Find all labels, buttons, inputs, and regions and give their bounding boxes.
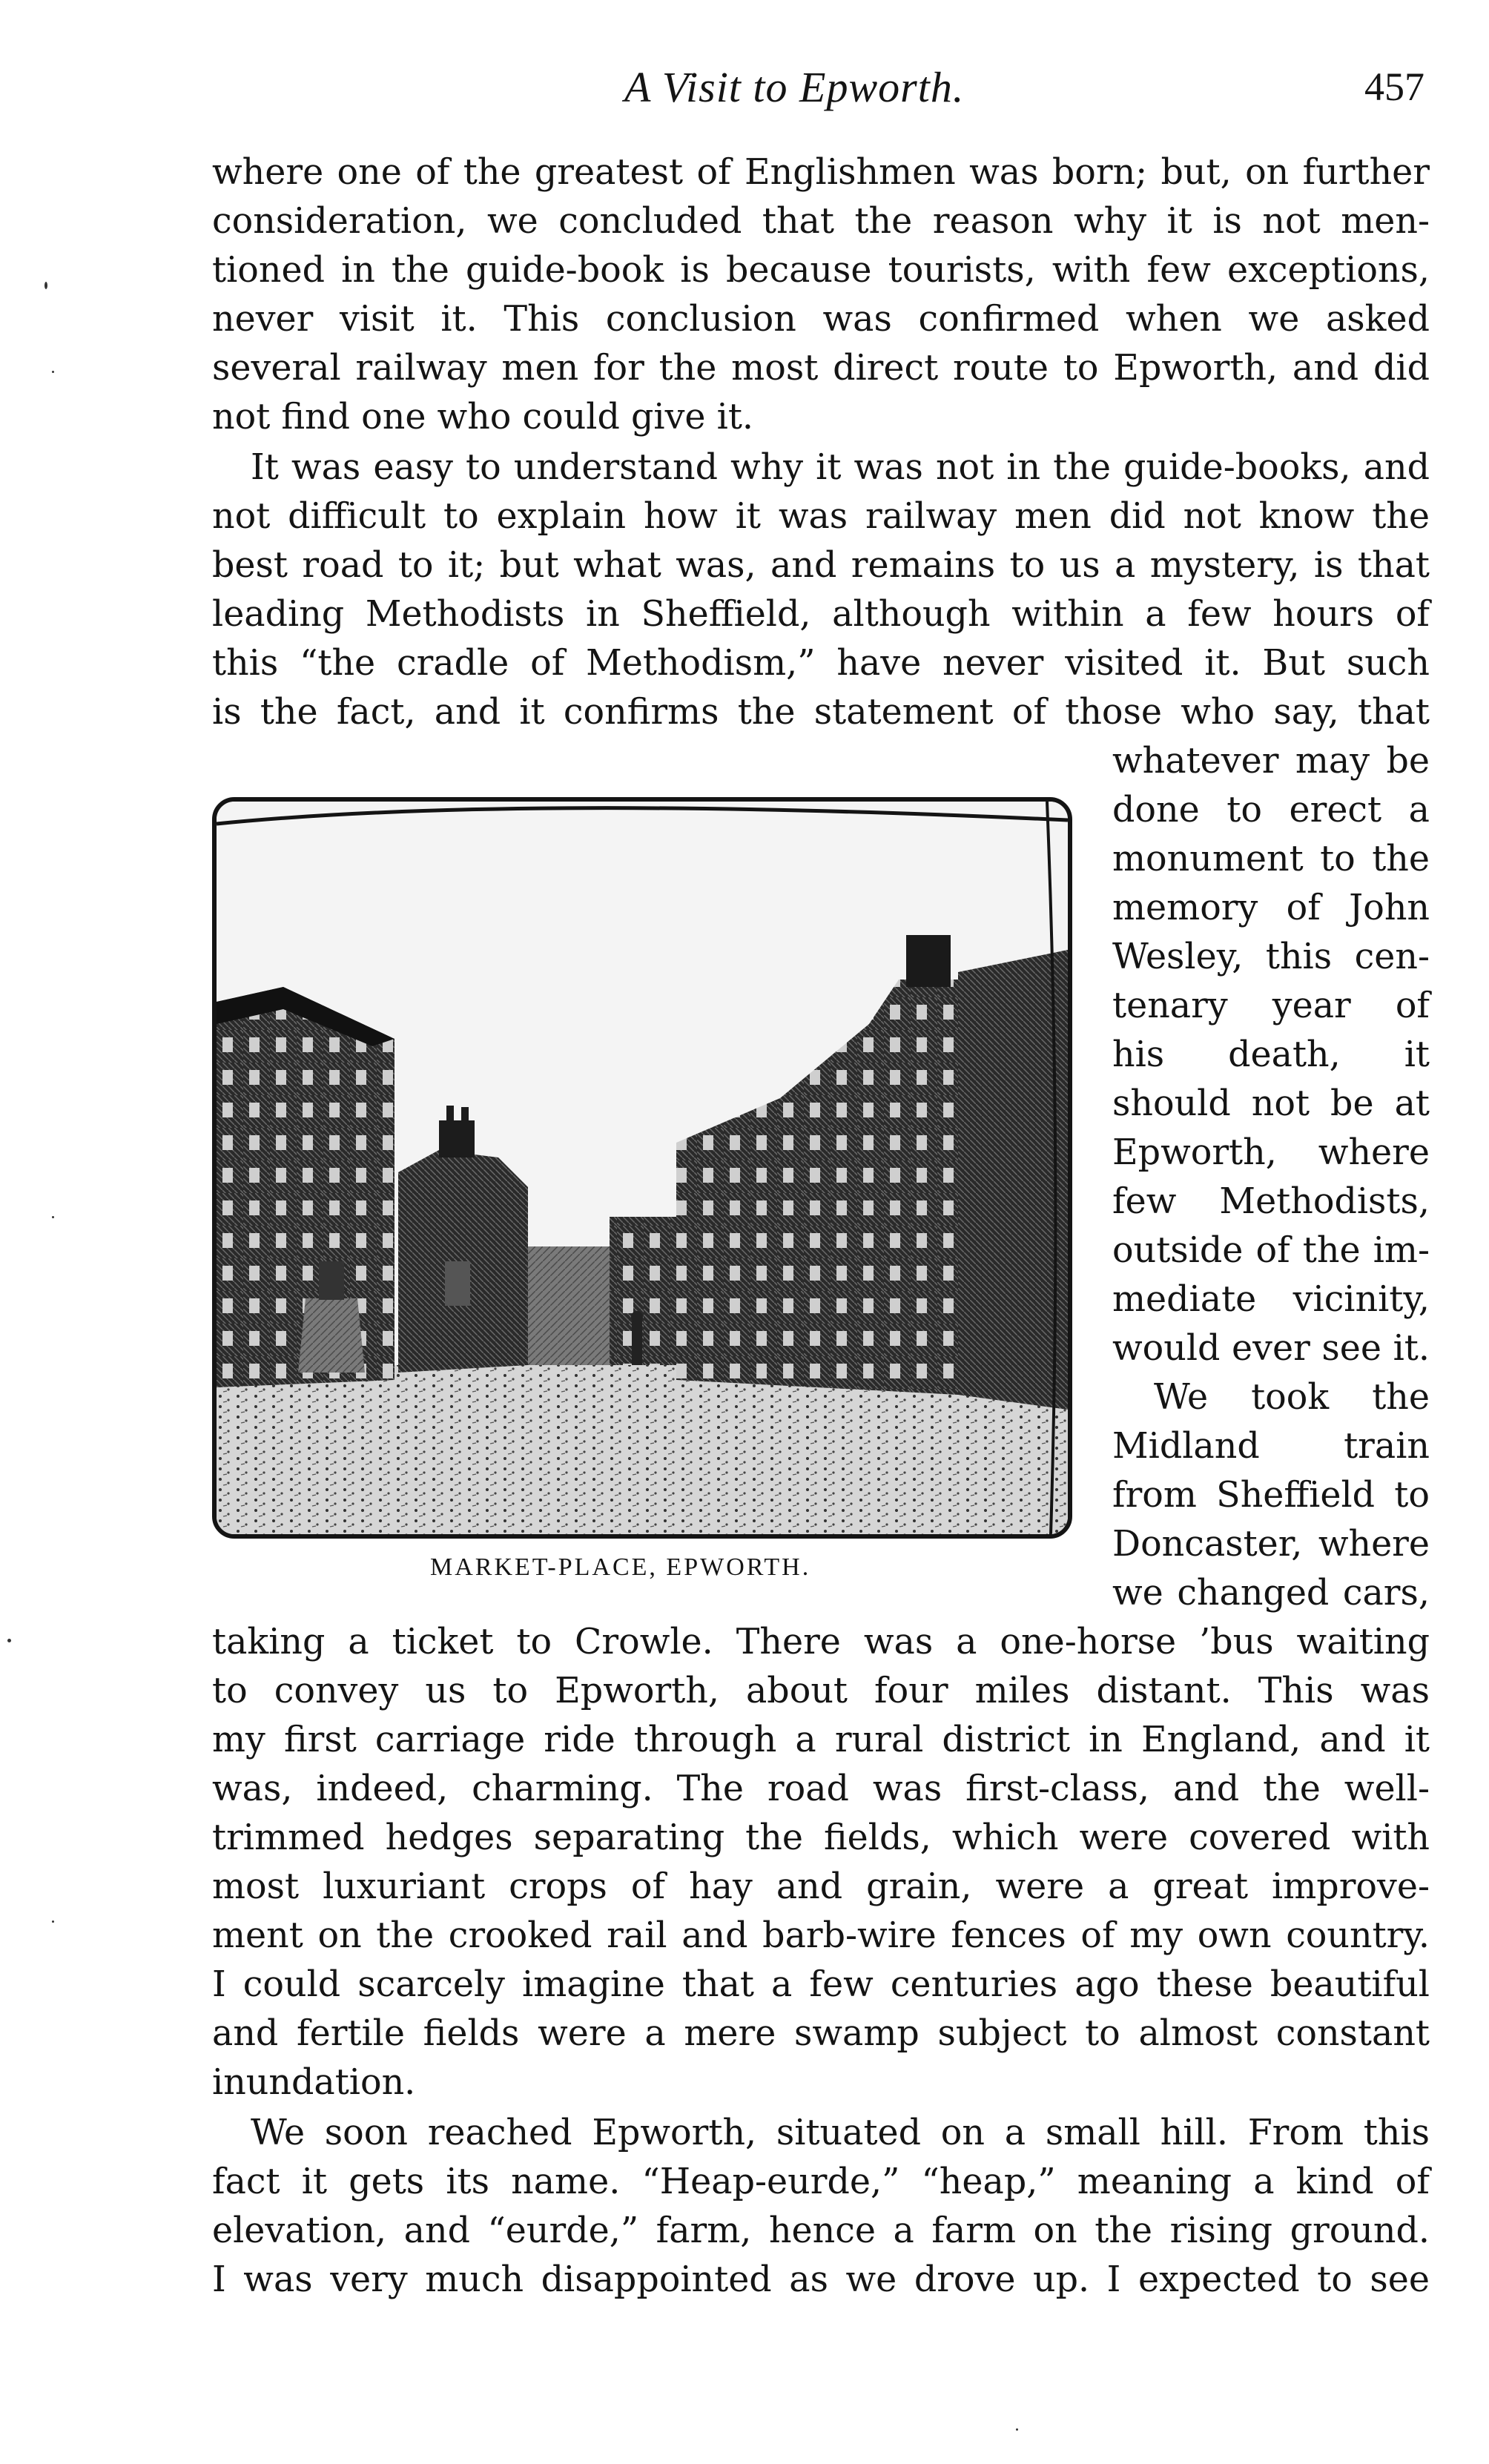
text-line: done to erect a [1112,790,1430,830]
text-line: where one of the greatest of Englishmen was born; but, on further [212,152,1430,193]
text-line: leading Methodists in Sheffield, although within a few hours of [212,594,1430,635]
page-header [0,62,1489,114]
margin-speck [1016,2428,1018,2431]
text-line: not find one who could give it. [212,397,754,437]
text-line: ment on the crooked rail and barb-wire fences of my own country. [212,1915,1430,1956]
text-line: his death, it [1112,1034,1430,1075]
text-line: taking a ticket to Crowle. There was a one-horse ’bus waiting [212,1622,1430,1662]
text-line: whatever may be [1112,741,1430,782]
text-line: tioned in the guide-book is because tourists, with few exceptions, [212,250,1430,291]
text-line: several railway men for the most direct route to Epworth, and did [212,348,1430,389]
text-line: not difficult to explain how it was railway men did not know the [212,496,1430,537]
figure-caption: MARKET-PLACE, EPWORTH. [430,1553,811,1581]
text-line: and fertile fields were a mere swamp subject to almost constant [212,2013,1430,2054]
text-line: Midland train [1112,1426,1430,1467]
text-line: outside of the im- [1112,1230,1430,1271]
running-title: A Visit to Epworth. [624,63,965,111]
text-line: my first carriage ride through a rural district in England, and it [212,1720,1430,1760]
margin-speck [52,1216,54,1218]
text-line: It was easy to understand why it was not in the guide-books, and [251,447,1430,488]
text-line: this “the cradle of Methodism,” have never visited it. But such [212,643,1430,684]
margin-speck [52,1920,54,1923]
text-line: monument to the [1112,839,1430,879]
text-line: was, indeed, charming. The road was first-class, and the well- [212,1768,1430,1809]
text-line: tenary year of [1112,985,1430,1026]
text-line: should not be at [1112,1083,1430,1124]
text-line: inundation. [212,2062,416,2103]
text-line: consideration, we concluded that the reason why it is not men- [212,201,1430,242]
text-line: memory of John [1112,888,1430,928]
text-line: never visit it. This conclusion was confirmed when we asked [212,299,1430,340]
page-number: 457 [1364,65,1424,109]
text-line: fact it gets its name. “Heap-eurde,” “heap,” meaning a kind of [212,2161,1430,2202]
text-line: I was very much disappointed as we drove up. I expected to see [212,2259,1430,2300]
margin-speck [7,1639,11,1642]
text-line: I could scarcely imagine that a few centuries ago these beautiful [212,1964,1430,2005]
text-line: few Methodists, [1112,1181,1430,1222]
text-line: to convey us to Epworth, about four miles distant. This was [212,1671,1430,1711]
text-line: trimmed hedges separating the fields, which were covered with [212,1817,1430,1858]
text-line: is the fact, and it confirms the statement of those who say, that [212,692,1430,733]
text-line: elevation, and “eurde,” farm, hence a farm on the rising ground. [212,2210,1430,2251]
text-line: best road to it; but what was, and remains to us a mystery, is that [212,545,1430,586]
text-line: from Sheffield to [1112,1475,1430,1516]
text-line: would ever see it. [1112,1328,1430,1369]
text-line: Wesley, this cen- [1112,937,1430,977]
text-line: most luxuriant crops of hay and grain, were a great improve- [212,1866,1430,1907]
margin-speck [52,371,54,373]
text-line: We took the [1154,1377,1430,1418]
text-line: we changed cars, [1112,1573,1430,1614]
market-place-engraving [212,797,1072,1539]
text-line: Epworth, where [1112,1132,1430,1173]
text-line: We soon reached Epworth, situated on a small hill. From this [251,2113,1430,2153]
margin-speck [44,282,47,289]
text-line: Doncaster, where [1112,1524,1430,1565]
text-line: mediate vicinity, [1112,1279,1430,1320]
